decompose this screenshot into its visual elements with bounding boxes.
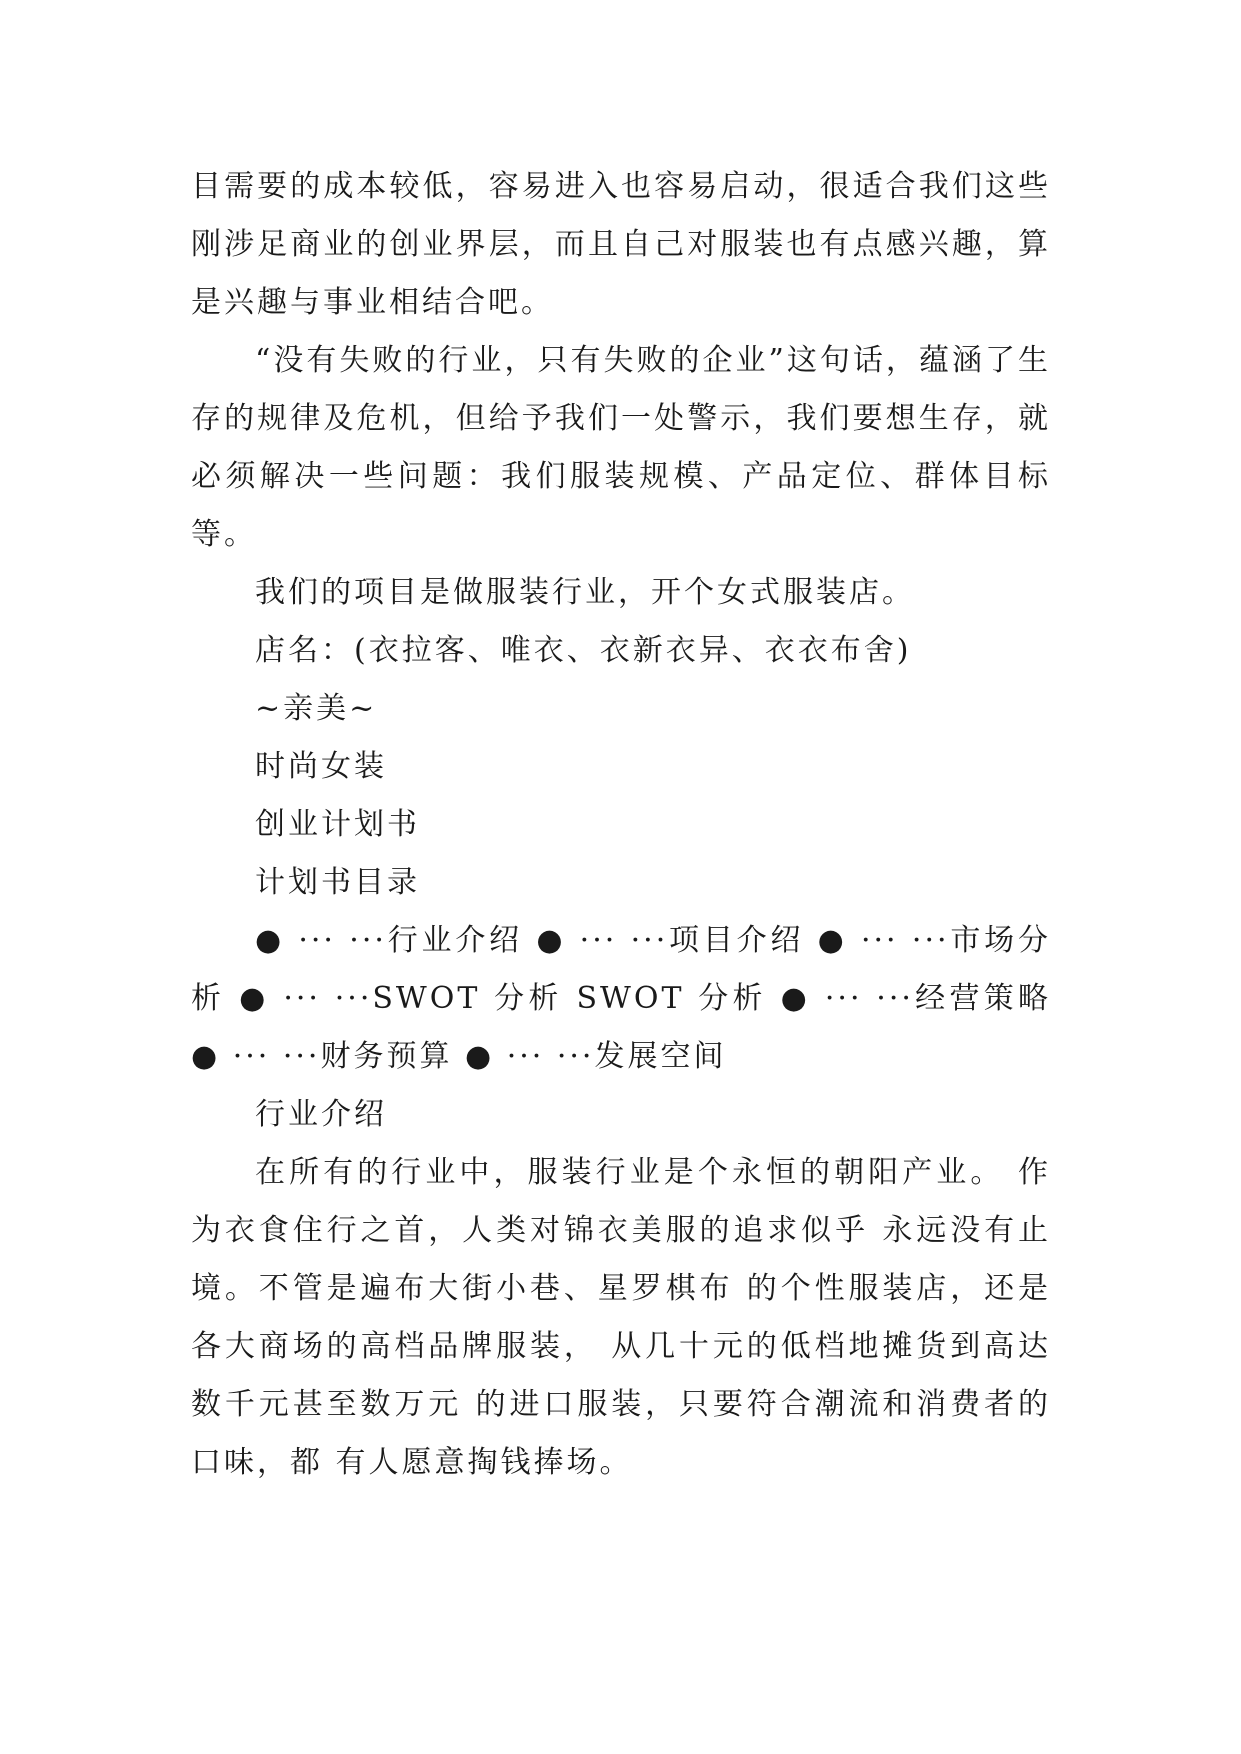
paragraph-brand: ~亲美~ [255, 691, 378, 726]
paragraph-toc-heading: 计划书目录 [255, 865, 420, 900]
paragraph-subtitle: 时尚女装 [255, 749, 387, 784]
paragraph-industry-body: 在所有的行业中，服装行业是个永恒的朝阳产业。 作为衣食住行之首，人类对锦衣美服的追求似乎 永远没有止境。不管是遍布大街小巷、星罗棋布 的个性服装店，还是各大商场的高档品牌服装， 从几十元的低档地摊货到高达数千元甚至数万元 的进口服装，只要符合潮流和消费者的口味，都 有人愿意掏钱捧场。 [191, 1155, 1051, 1480]
paragraph-project: 我们的项目是做服装行业，开个女式服装店。 [255, 575, 915, 610]
paragraph-store-names: 店名：(衣拉客、唯衣、衣新衣异、衣衣布舍) [255, 633, 912, 668]
paragraph-plan-title: 创业计划书 [255, 807, 420, 842]
section-heading-industry: 行业介绍 [255, 1097, 387, 1132]
paragraph-toc-list: ● ··· ···行业介绍 ● ··· ···项目介绍 ● ··· ···市场分析 ● ··· ···SWOT 分析 SWOT 分析 ● ··· ···经营策略 ● ··· ···财务预算 ● ··· ···发展空间 [191, 923, 1051, 1074]
document-body [191, 158, 1051, 1492]
paragraph-quote: “没有失败的行业，只有失败的企业”这句话，蕴涵了生存的规律及危机，但给予我们一处警示，我们要想生存，就必须解决一些问题：我们服装规模、产品定位、群体目标等。 [191, 343, 1051, 552]
paragraph-intro-continued: 目需要的成本较低，容易进入也容易启动，很适合我们这些刚涉足商业的创业界层，而且自己对服装也有点感兴趣，算是兴趣与事业相结合吧。 [191, 169, 1051, 320]
